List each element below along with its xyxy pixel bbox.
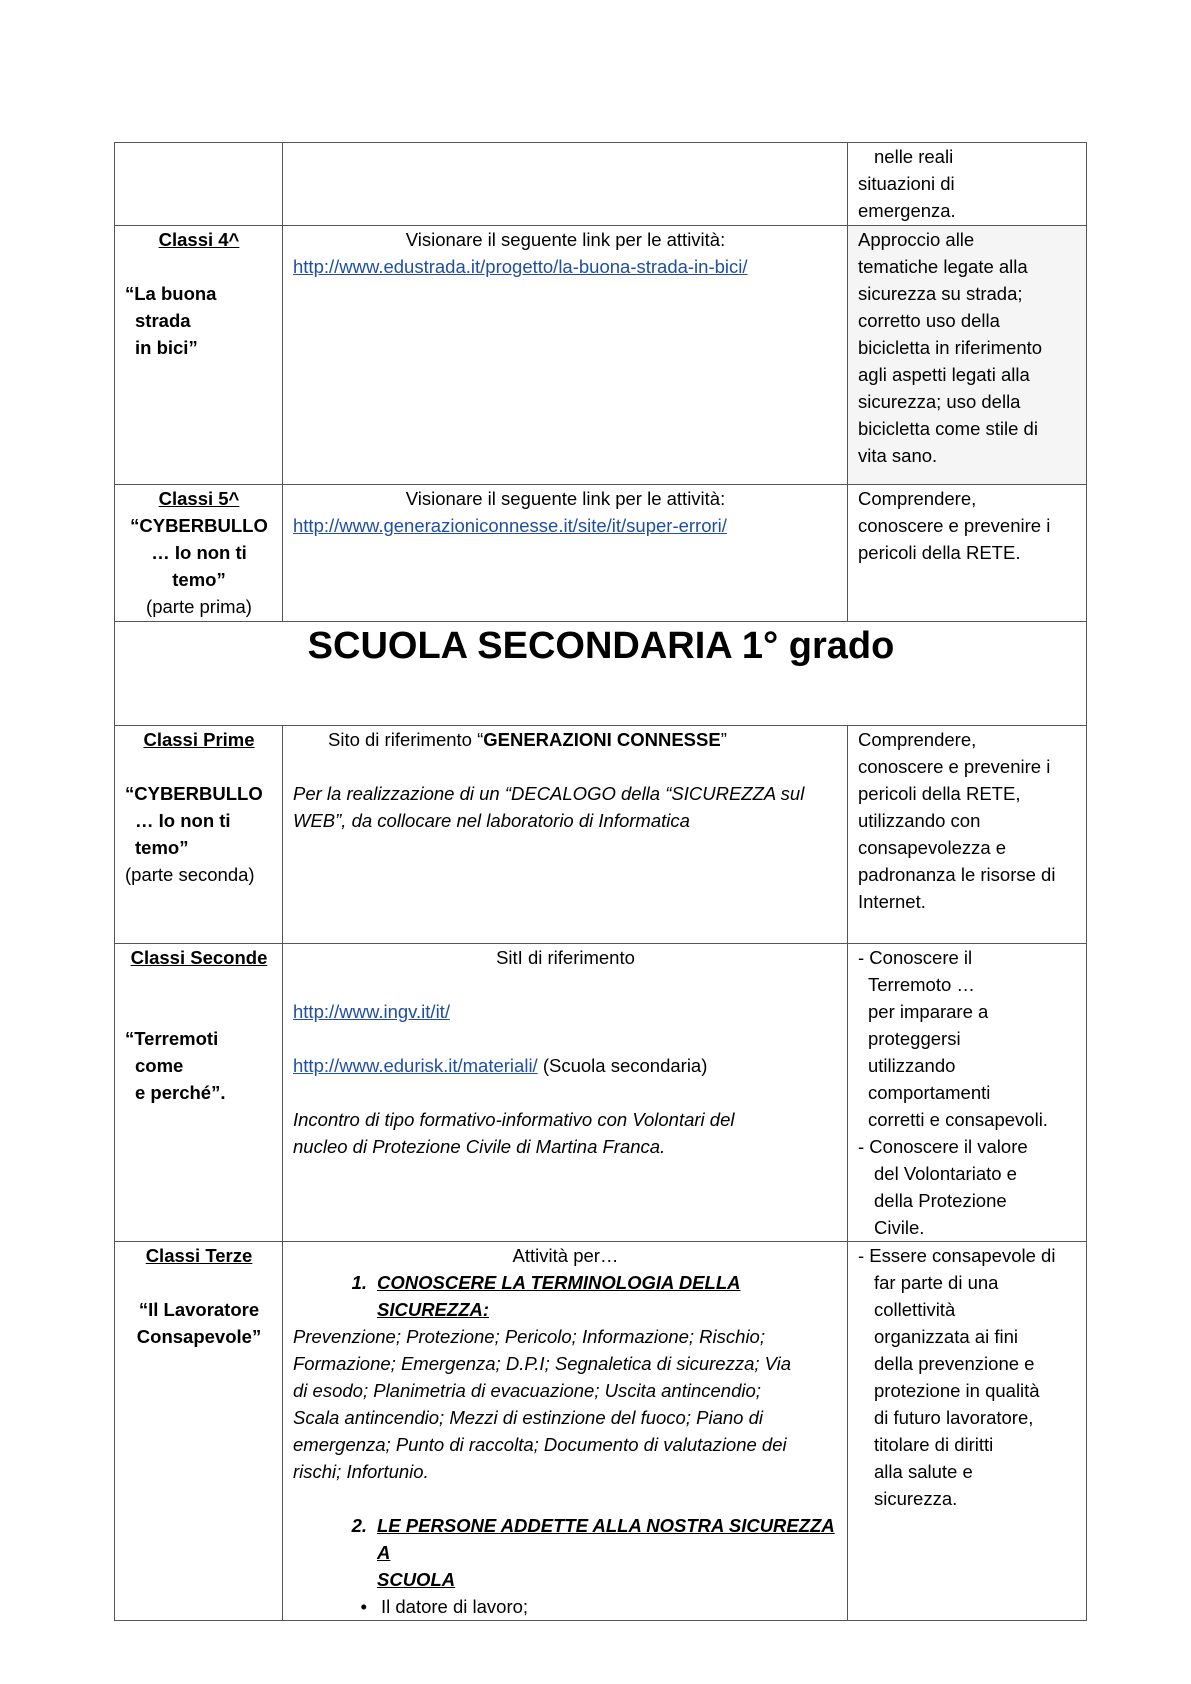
terminology-line: Prevenzione; Protezione; Pericolo; Informazione; Rischio; (293, 1326, 765, 1347)
goal-line: corretto uso della (858, 310, 1000, 331)
class-cell (115, 726, 283, 944)
activity-desc-line: nucleo di Protezione Civile di Martina Franca. (293, 1136, 666, 1157)
goal-line: conoscere e prevenire i (858, 515, 1051, 536)
activity-desc-line: Per la realizzazione di un “DECALOGO della “SICUREZZA sul (293, 783, 805, 804)
class-label: Classi Terze (145, 1245, 253, 1266)
table-row (115, 143, 1087, 226)
terminology-line: Formazione; Emergenza; D.P.I; Segnaletica di sicurezza; Via (293, 1353, 792, 1374)
goal-line: sicurezza. (874, 1488, 958, 1509)
goal-line: del Volontariato e (874, 1163, 1017, 1184)
goal-line: Comprendere, (858, 729, 977, 750)
goal-line: pericoli della RETE. (858, 542, 1021, 563)
activity-desc-line: Incontro di tipo formativo-informativo con Volontari del (293, 1109, 735, 1130)
subject-note: (parte seconda) (125, 864, 255, 885)
goal-line: utilizzando con (858, 810, 981, 831)
activity-cell (283, 726, 848, 944)
item-title: CONOSCERE LA TERMINOLOGIA DELLA SICUREZZA: (377, 1272, 741, 1320)
bullet-icon: • (360, 1596, 367, 1617)
goal-line: sicurezza; uso della (858, 391, 1021, 412)
subject-line: temo” (135, 837, 189, 858)
class-cell (115, 1242, 283, 1621)
edustrada-link[interactable]: http://www.edustrada.it/progetto/la-buona-strada-in-bici/ (293, 256, 748, 277)
terminology-line: di esodo; Planimetria di evacuazione; Uscita antincendio; (293, 1380, 761, 1401)
section-row (115, 622, 1087, 726)
subject-line: “Terremoti (125, 1028, 219, 1049)
goal-line: corretti e consapevoli. (868, 1109, 1048, 1130)
goal-line: bicicletta come stile di (858, 418, 1038, 439)
subject-line: e perché”. (135, 1082, 226, 1103)
subject-line: “CYBERBULLO (130, 515, 268, 536)
activity-cell (283, 1242, 848, 1621)
goal-line: - Conoscere il valore (858, 1136, 1028, 1157)
subject-line: “La buona (125, 283, 217, 304)
class-label: Classi 5^ (158, 488, 240, 509)
goals-cell (848, 226, 1087, 485)
terminology-line: Scala antincendio; Mezzi di estinzione del fuoco; Piano di (293, 1407, 763, 1428)
item-number: 1. (351, 1272, 367, 1293)
goal-line: emergenza. (858, 200, 956, 221)
subject-line: temo” (172, 569, 226, 590)
class-label: Classi 4^ (158, 229, 240, 250)
goal-line: Approccio alle (858, 229, 975, 250)
goal-line: per imparare a (868, 1001, 989, 1022)
terminology-line: emergenza; Punto di raccolta; Documento di valutazione dei (293, 1434, 787, 1455)
subject-line: Consapevole” (136, 1326, 262, 1347)
goal-line: nelle reali (874, 146, 954, 167)
goal-line: sicurezza su strada; (858, 283, 1023, 304)
table-row (115, 226, 1087, 485)
goal-line: alla salute e (874, 1461, 973, 1482)
table-row (115, 944, 1087, 1242)
goal-line: di futuro lavoratore, (874, 1407, 1034, 1428)
goal-line: comportamenti (868, 1082, 991, 1103)
activity-desc-line: WEB”, da collocare nel laboratorio di Informatica (293, 810, 690, 831)
goal-line: conoscere e prevenire i (858, 756, 1051, 777)
goal-line: Internet. (858, 891, 926, 912)
subject-line: … Io non ti (151, 542, 247, 563)
goal-line: organizzata ai fini (874, 1326, 1018, 1347)
edurisk-link[interactable]: http://www.edurisk.it/materiali/ (293, 1055, 538, 1076)
bullet-item (293, 1593, 838, 1620)
goal-line: collettività (874, 1299, 956, 1320)
activity-heading: SitI di riferimento (496, 947, 635, 968)
goal-line: agli aspetti legati alla (858, 364, 1030, 385)
goal-line: titolare di diritti (874, 1434, 994, 1455)
subject-line: “CYBERBULLO (125, 783, 263, 804)
goal-line: pericoli della RETE, (858, 783, 1021, 804)
goals-cell (848, 1242, 1087, 1621)
class-label: Classi Prime (143, 729, 255, 750)
activity-heading: Attività per… (512, 1245, 619, 1266)
activity-intro: Visionare il seguente link per le attività: (405, 488, 726, 509)
class-label: Classi Seconde (130, 947, 268, 968)
class-cell (115, 944, 283, 1242)
site-name: GENERAZIONI CONNESSE (483, 729, 721, 750)
cell-empty (283, 143, 848, 226)
goal-line: padronanza le risorse di (858, 864, 1056, 885)
subject-line: come (135, 1055, 184, 1076)
subject-line: “Il Lavoratore (138, 1299, 260, 1320)
goals-cell (848, 726, 1087, 944)
generazioni-connesse-link[interactable]: http://www.generazioniconnesse.it/site/it/super-errori/ (293, 515, 727, 536)
table-row (115, 1242, 1087, 1621)
numbered-item (293, 1512, 838, 1593)
goal-line: consapevolezza e (858, 837, 1007, 858)
class-cell (115, 226, 283, 485)
cell-empty (115, 143, 283, 226)
goals-cell (848, 944, 1087, 1242)
subject-note: (parte prima) (146, 596, 252, 617)
goals-cell (848, 485, 1087, 622)
goal-line: della prevenzione e (874, 1353, 1035, 1374)
goal-line: Civile. (874, 1217, 925, 1238)
section-title: SCUOLA SECONDARIA 1° grado (115, 622, 1087, 726)
goal-line: - Conoscere il (858, 947, 973, 968)
class-cell (115, 485, 283, 622)
subject-line: in bici” (135, 337, 198, 358)
item-number: 2. (351, 1515, 367, 1536)
activity-cell (283, 485, 848, 622)
numbered-item (293, 1269, 838, 1323)
item-title: LE PERSONE ADDETTE ALLA NOSTRA SICUREZZA A (377, 1515, 835, 1563)
goal-line: tematiche legate alla (858, 256, 1028, 277)
goal-line: situazioni di (858, 173, 955, 194)
goal-line: - Essere consapevole di (858, 1245, 1056, 1266)
reference-site: Sito di riferimento “GENERAZIONI CONNESSE” (328, 729, 727, 750)
item-title: SCUOLA (377, 1569, 456, 1590)
table-row (115, 726, 1087, 944)
activity-cell (283, 226, 848, 485)
goal-line: Terremoto … (868, 974, 975, 995)
activity-cell (283, 944, 848, 1242)
goal-line: vita sano. (858, 445, 938, 466)
table-row (115, 485, 1087, 622)
goals-cell (848, 143, 1087, 226)
activity-intro: Visionare il seguente link per le attività: (405, 229, 726, 250)
goal-line: della Protezione (874, 1190, 1007, 1211)
bullet-text: Il datore di lavoro; (381, 1596, 529, 1617)
goal-line: protezione in qualità (874, 1380, 1040, 1401)
subject-line: strada (135, 310, 191, 331)
goal-line: Comprendere, (858, 488, 977, 509)
goal-line: proteggersi (868, 1028, 961, 1049)
link-suffix: (Scuola secondaria) (537, 1055, 708, 1076)
activities-table (114, 142, 1087, 1621)
terminology-line: rischi; Infortunio. (293, 1461, 429, 1482)
goal-line: bicicletta in riferimento (858, 337, 1043, 358)
goal-line: utilizzando (868, 1055, 956, 1076)
goal-line: far parte di una (874, 1272, 999, 1293)
ingv-link[interactable]: http://www.ingv.it/it/ (293, 1001, 450, 1022)
subject-line: … Io non ti (135, 810, 231, 831)
